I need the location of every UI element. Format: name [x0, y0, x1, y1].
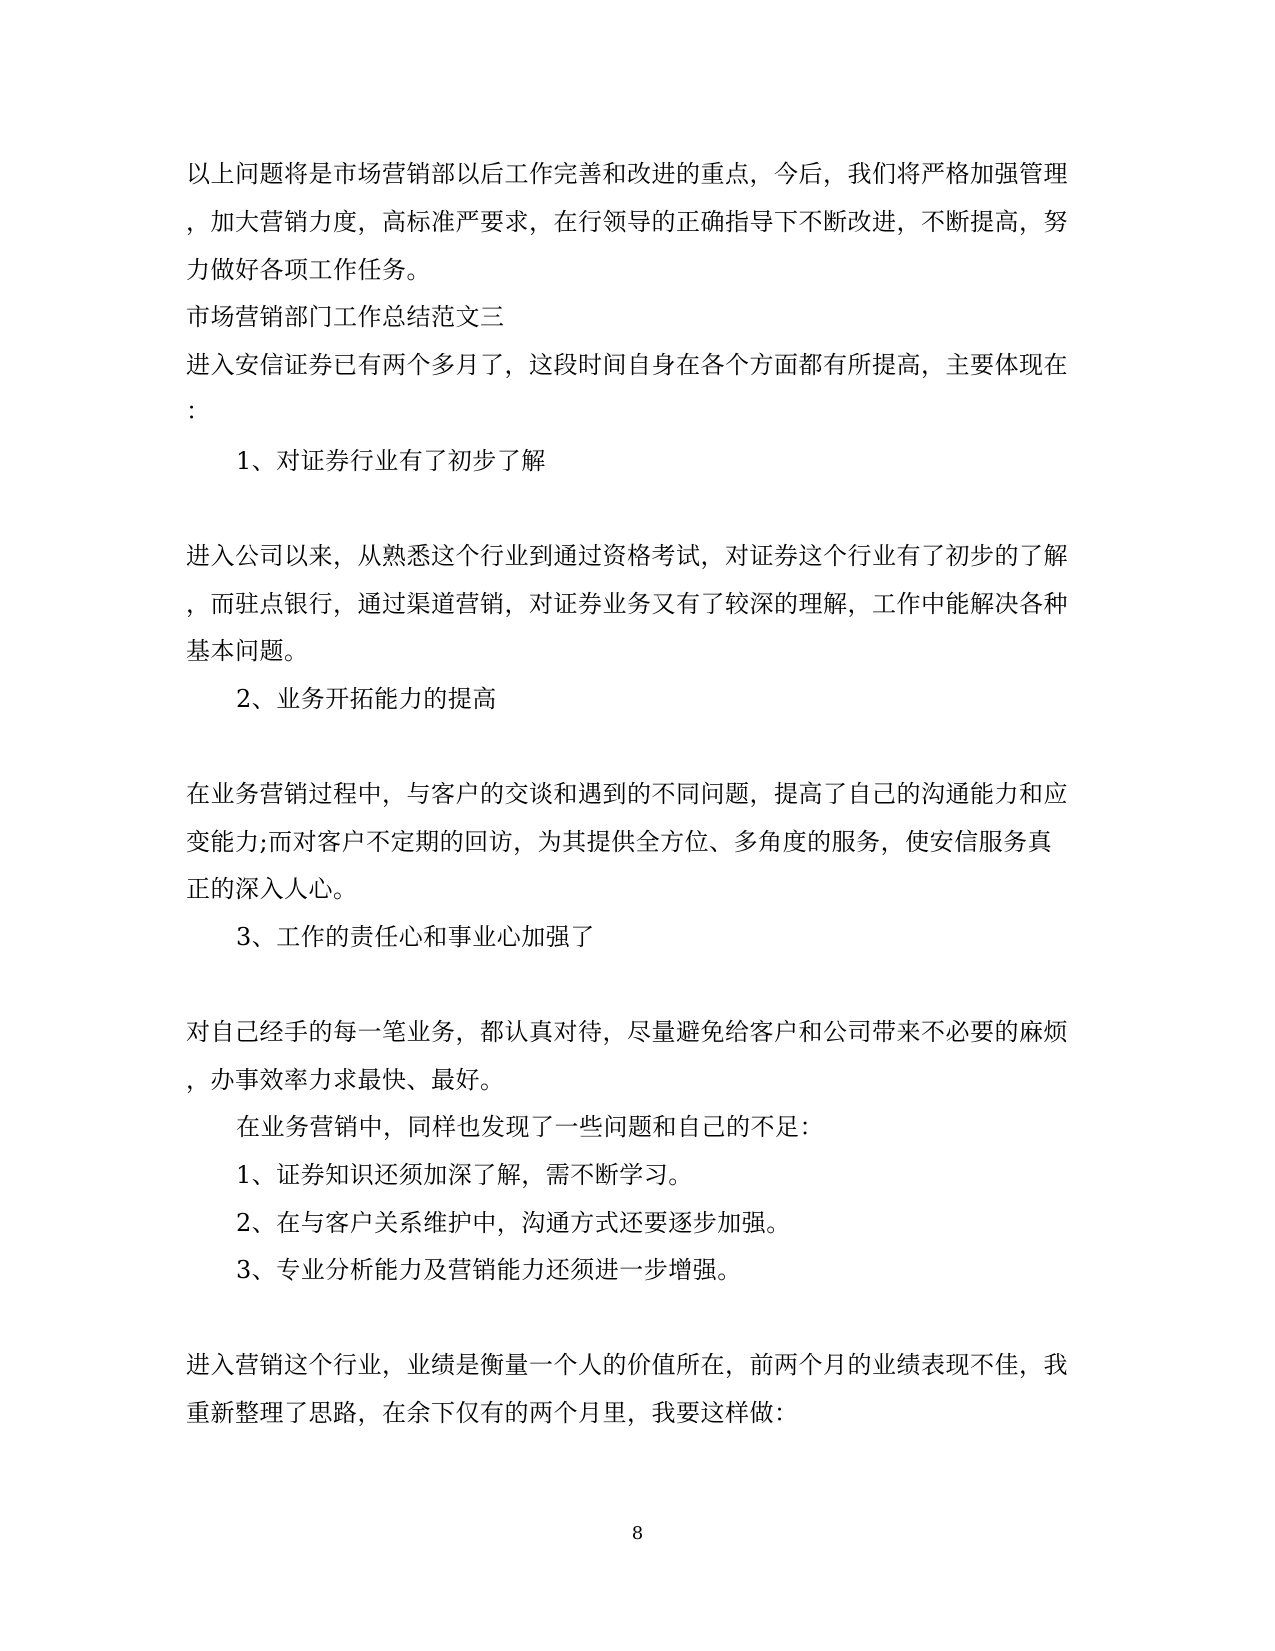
paragraph-line: 进入安信证券已有两个多月了，这段时间自身在各个方面都有所提高，主要体现在	[186, 351, 1068, 379]
paragraph-line: 力做好各项工作任务。	[186, 256, 431, 284]
paragraph-line: ，加大营销力度，高标准严要求，在行领导的正确指导下不断改进，不断提高，努	[186, 208, 1068, 236]
paragraph-line: ，而驻点银行，通过渠道营销，对证券业务又有了较深的理解，工作中能解决各种	[186, 590, 1068, 618]
paragraph-line: 以上问题将是市场营销部以后工作完善和改进的重点，今后，我们将严格加强管理	[186, 160, 1068, 188]
paragraph-line: ：	[186, 397, 211, 425]
paragraph-line: 在业务营销过程中，与客户的交谈和遇到的不同问题，提高了自己的沟通能力和应	[186, 780, 1068, 808]
list-heading: 3、工作的责任心和事业心加强了	[236, 923, 595, 951]
paragraph-line: 基本问题。	[186, 637, 309, 665]
paragraph-line: 进入营销这个行业，业绩是衡量一个人的价值所在，前两个月的业绩表现不佳，我	[186, 1351, 1068, 1379]
paragraph-line: 对自己经手的每一笔业务，都认真对待，尽量避免给客户和公司带来不必要的麻烦	[186, 1018, 1068, 1046]
paragraph-line: 在业务营销中，同样也发现了一些问题和自己的不足：	[236, 1113, 824, 1141]
list-item: 1、证券知识还须加深了解，需不断学习。	[236, 1161, 693, 1189]
paragraph-line: 进入公司以来，从熟悉这个行业到通过资格考试，对证券这个行业有了初步的了解	[186, 542, 1068, 570]
paragraph-line: 正的深入人心。	[186, 875, 358, 903]
list-heading: 2、业务开拓能力的提高	[236, 685, 497, 713]
list-item: 2、在与客户关系维护中，沟通方式还要逐步加强。	[236, 1209, 791, 1237]
paragraph-line: 变能力;而对客户不定期的回访，为其提供全方位、多角度的服务，使安信服务真	[186, 828, 1053, 856]
list-heading: 1、对证券行业有了初步了解	[236, 447, 546, 475]
page-number: 8	[631, 1523, 644, 1544]
paragraph-line: 重新整理了思路，在余下仅有的两个月里，我要这样做：	[186, 1399, 799, 1427]
paragraph-line: ，办事效率力求最快、最好。	[186, 1066, 505, 1094]
section-heading: 市场营销部门工作总结范文三	[186, 303, 505, 331]
list-item: 3、专业分析能力及营销能力还须进一步增强。	[236, 1256, 742, 1284]
